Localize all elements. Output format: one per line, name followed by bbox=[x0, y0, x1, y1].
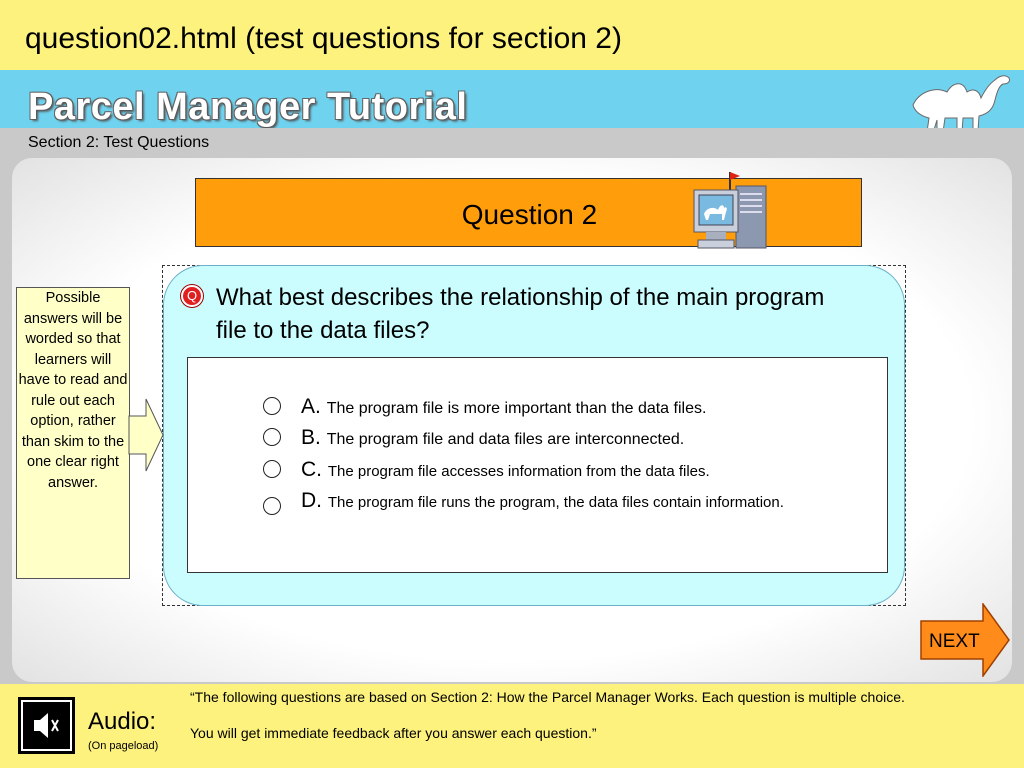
radio-button[interactable] bbox=[263, 397, 281, 415]
answer-text: The program file and data files are interconnected. bbox=[326, 431, 685, 448]
design-note-box bbox=[16, 287, 130, 579]
radio-button[interactable] bbox=[263, 460, 281, 478]
audio-sublabel: (On pageload) bbox=[88, 740, 159, 752]
answer-letter: A. bbox=[301, 395, 321, 418]
page-title: question02.html (test questions for section 2) bbox=[25, 22, 622, 55]
next-button[interactable] bbox=[920, 603, 1010, 677]
arrow-right-icon bbox=[128, 398, 164, 472]
answer-letter: D. bbox=[301, 489, 322, 512]
radio-button[interactable] bbox=[263, 428, 281, 446]
audio-label: Audio: bbox=[88, 708, 157, 735]
answer-text: The program file is more important than the data files. bbox=[326, 400, 707, 417]
answer-letter: C. bbox=[301, 458, 322, 481]
design-note-text: Possible answers will be worded so that learners will have to read and rule out each option, rather than skim to the one clear right answer. bbox=[18, 290, 128, 491]
answer-text: The program file runs the program, the data files contain information. bbox=[327, 494, 784, 511]
question-text: What best describes the relationship of the main program file to the data files? bbox=[216, 284, 825, 344]
next-button-label: NEXT bbox=[929, 631, 980, 652]
audio-script-line: You will get immediate feedback after you answer each question.” bbox=[190, 725, 597, 741]
answer-letter: B. bbox=[301, 426, 321, 449]
radio-button[interactable] bbox=[263, 497, 281, 515]
question-badge: Q bbox=[181, 285, 203, 307]
computer-server-icon bbox=[690, 168, 770, 260]
speaker-icon bbox=[18, 697, 75, 754]
question-header-label: Question 2 bbox=[461, 199, 598, 230]
answer-text: The program file accesses information from the data files. bbox=[327, 463, 710, 480]
page-title-bar bbox=[0, 0, 1024, 70]
audio-script bbox=[190, 688, 1010, 742]
section-label: Section 2: Test Questions bbox=[28, 134, 210, 151]
speaker-button[interactable] bbox=[18, 697, 75, 754]
audio-script-line: “The following questions are based on Section 2: How the Parcel Manager Works. Each question is multiple choice. bbox=[190, 689, 905, 705]
banner-title: Parcel Manager Tutorial bbox=[28, 86, 468, 128]
banner bbox=[0, 70, 1024, 128]
